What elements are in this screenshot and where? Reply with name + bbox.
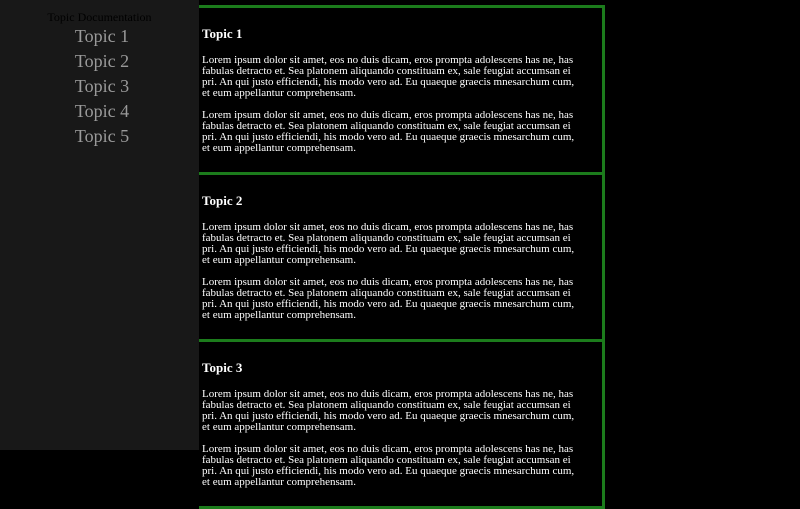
section-topic-2 — [199, 175, 605, 342]
section-title: Topic 1 — [202, 26, 243, 41]
nav-link-topic-1[interactable]: Topic 1 — [74, 26, 130, 46]
section-title: Topic 3 — [202, 360, 243, 375]
section-paragraph: Lorem ipsum dolor sit amet, eos no duis dicam, eros prompta adolescens has ne, has fabulas detracto et. Sea platonem aliquando constituam ex, sale feugiat accumsan ei pri. An qui justo efficiendi, his modo vero ad. Eu quaeque graecis mnesarchum cum, et eum appellantur comprehensam. — [202, 221, 575, 266]
sidebar-nav — [0, 24, 204, 149]
section-paragraph: Lorem ipsum dolor sit amet, eos no duis dicam, eros prompta adolescens has ne, has fabulas detracto et. Sea platonem aliquando constituam ex, sale feugiat accumsan ei pri. An qui justo efficiendi, his modo vero ad. Eu quaeque graecis mnesarchum cum, et eum appellantur comprehensam. — [202, 109, 575, 154]
section-paragraph: Lorem ipsum dolor sit amet, eos no duis dicam, eros prompta adolescens has ne, has fabulas detracto et. Sea platonem aliquando constituam ex, sale feugiat accumsan ei pri. An qui justo efficiendi, his modo vero ad. Eu quaeque graecis mnesarchum cum, et eum appellantur comprehensam. — [202, 388, 575, 433]
section-paragraph: Lorem ipsum dolor sit amet, eos no duis dicam, eros prompta adolescens has ne, has fabulas detracto et. Sea platonem aliquando constituam ex, sale feugiat accumsan ei pri. An qui justo efficiendi, his modo vero ad. Eu quaeque graecis mnesarchum cum, et eum appellantur comprehensam. — [202, 443, 575, 488]
sidebar-title: Topic Documentation — [47, 10, 152, 24]
nav-link-topic-5[interactable]: Topic 5 — [74, 126, 130, 146]
nav-link-topic-3[interactable]: Topic 3 — [74, 76, 130, 96]
main-content — [199, 0, 605, 488]
section-paragraph: Lorem ipsum dolor sit amet, eos no duis dicam, eros prompta adolescens has ne, has fabulas detracto et. Sea platonem aliquando constituam ex, sale feugiat accumsan ei pri. An qui justo efficiendi, his modo vero ad. Eu quaeque graecis mnesarchum cum, et eum appellantur comprehensam. — [202, 54, 575, 99]
sidebar — [0, 0, 199, 450]
nav-link-topic-2[interactable]: Topic 2 — [74, 51, 130, 71]
nav-link-topic-4[interactable]: Topic 4 — [74, 101, 130, 121]
section-topic-3 — [199, 342, 605, 509]
section-title: Topic 2 — [202, 193, 243, 208]
section-topic-1 — [199, 5, 605, 175]
section-paragraph: Lorem ipsum dolor sit amet, eos no duis dicam, eros prompta adolescens has ne, has fabulas detracto et. Sea platonem aliquando constituam ex, sale feugiat accumsan ei pri. An qui justo efficiendi, his modo vero ad. Eu quaeque graecis mnesarchum cum, et eum appellantur comprehensam. — [202, 276, 575, 321]
